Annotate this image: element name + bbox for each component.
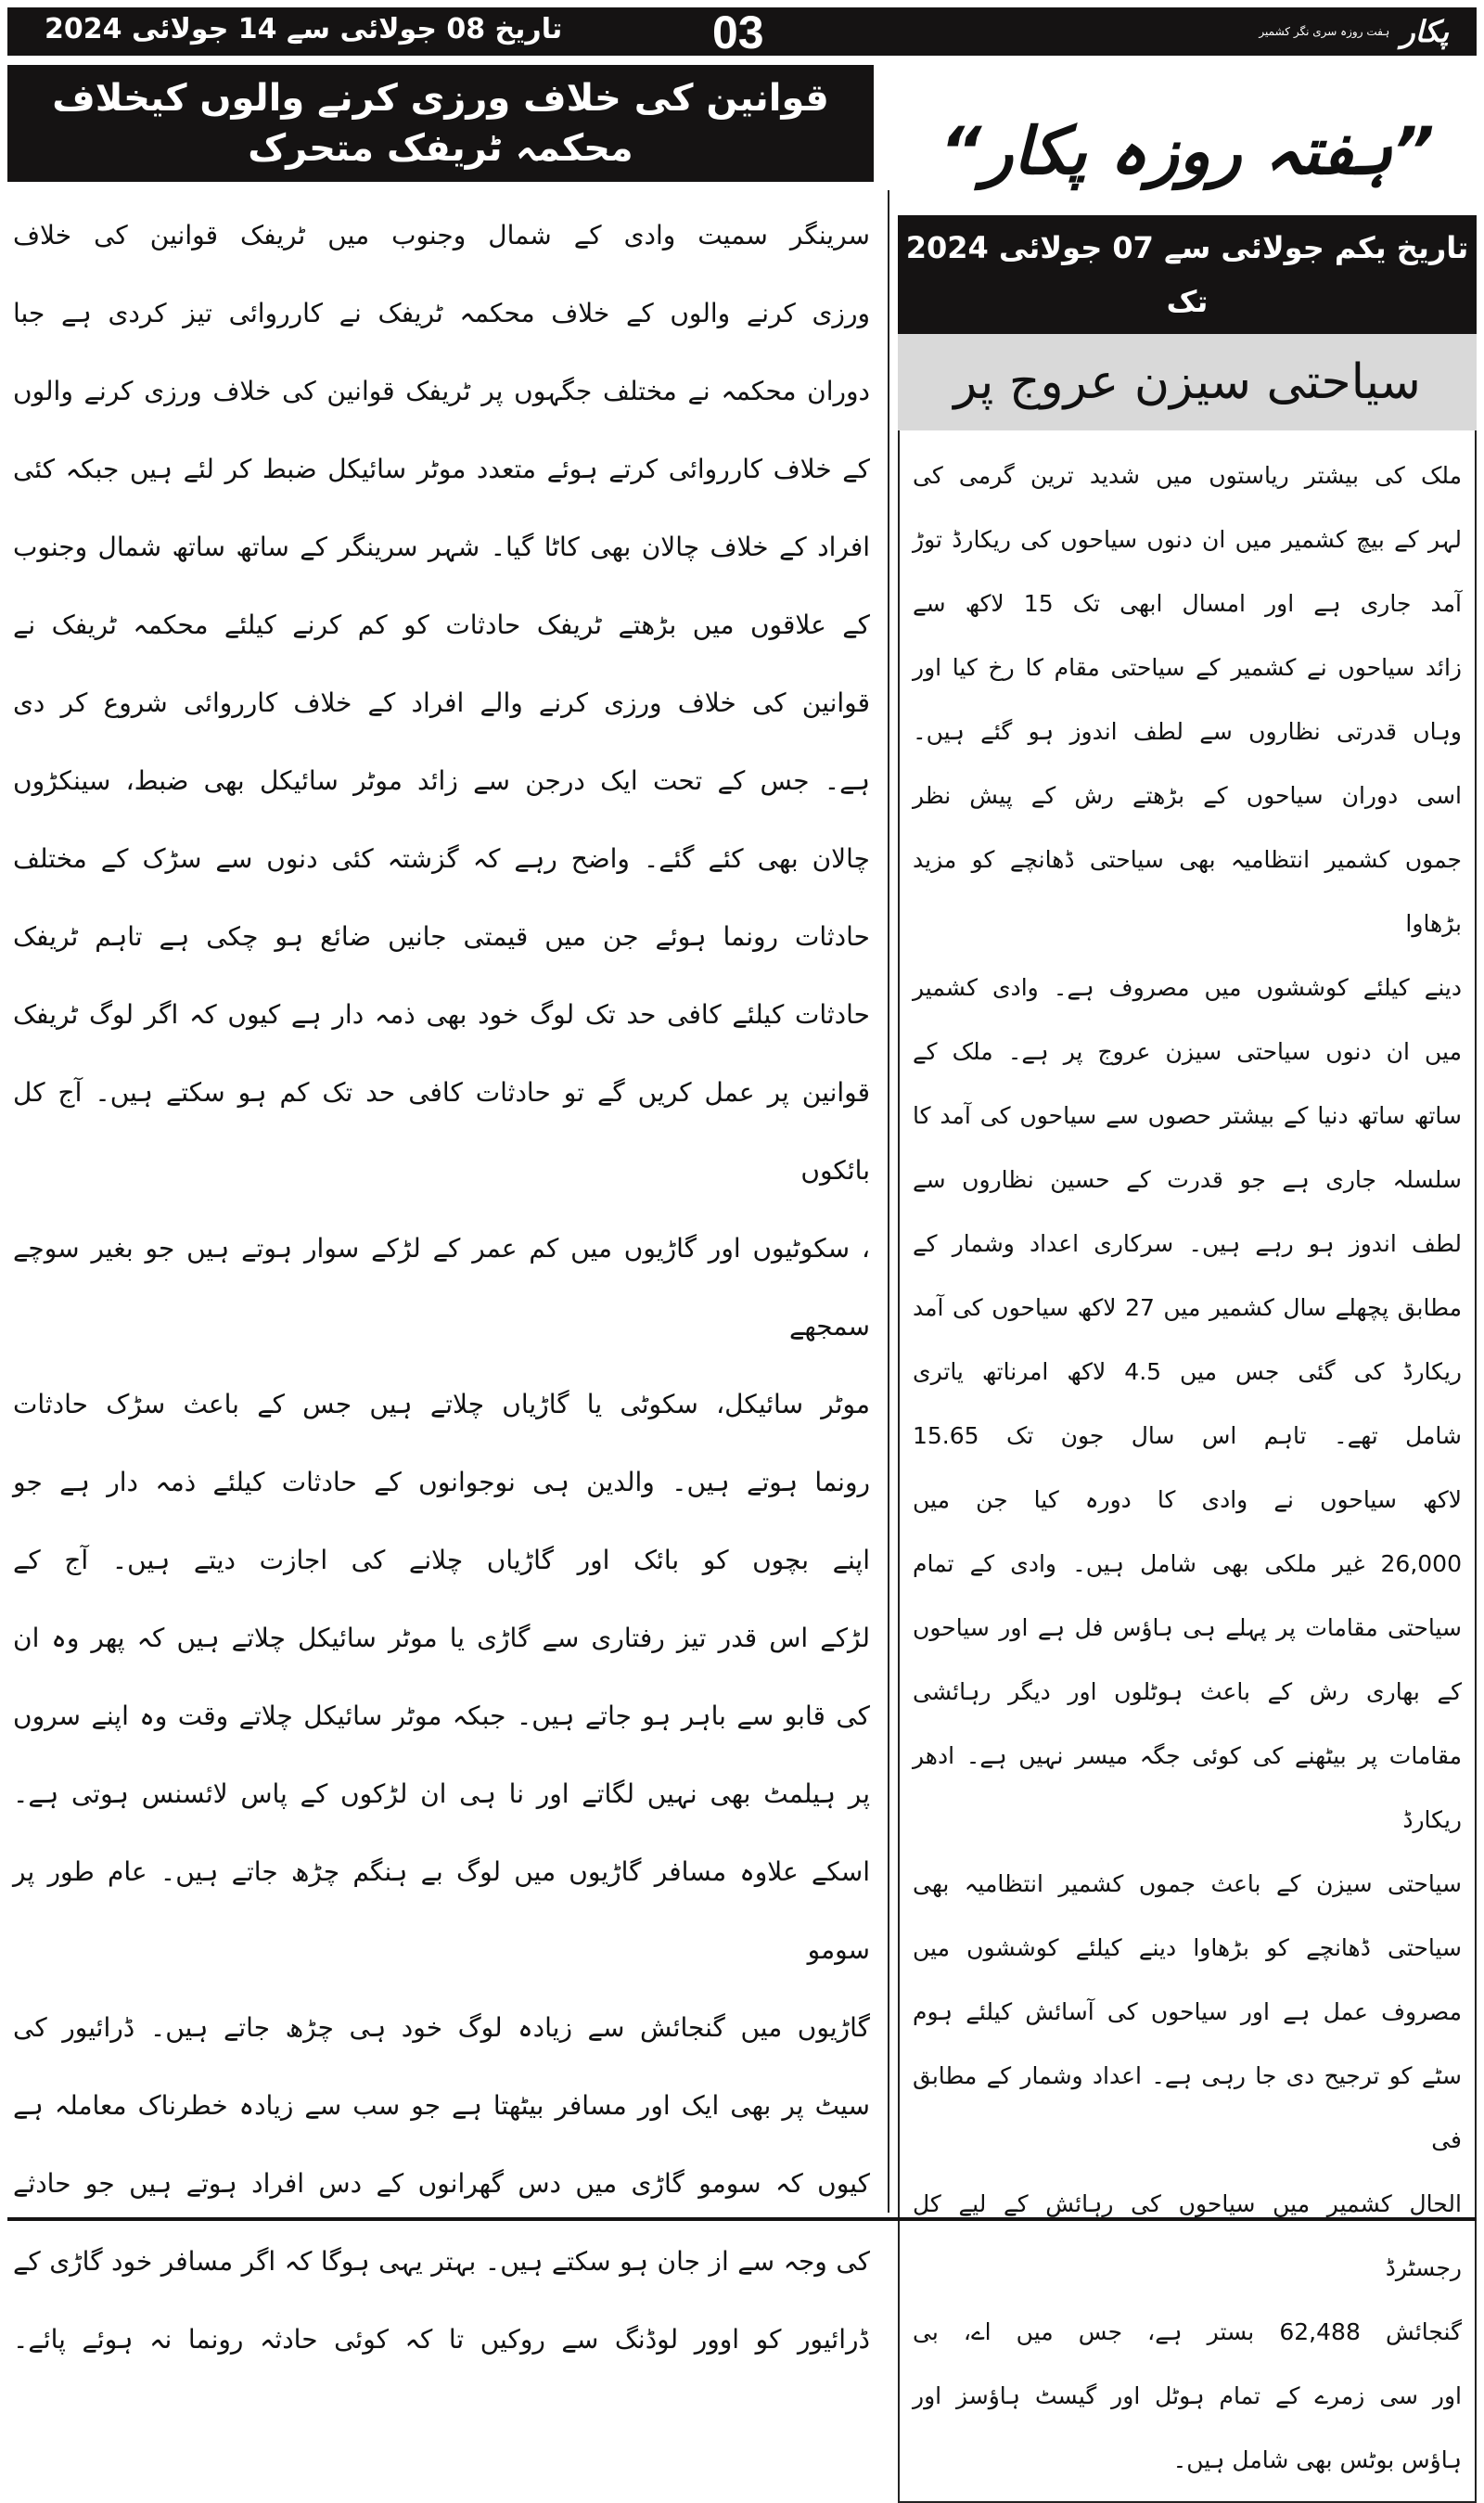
text-line: چالان بھی کئے گئے۔ واضح رہے کہ گزشتہ کئی دنوں سے سڑک کے مختلف [13, 843, 870, 874]
traffic-article-headline: قوانین کی خلاف ورزی کرنے والوں کیخلاف محکمہ ٹریفک متحرک [7, 65, 874, 182]
text-line: کے بھاری رش کے باعث ہوٹلوں اور دیگر رہائشی [913, 1678, 1462, 1705]
text-line: دوران محکمہ نے مختلف جگہوں پر ٹریفک قوانین کی خلاف ورزی کرنے والوں [13, 376, 870, 406]
text-line: ساتھ ساتھ دنیا کے بیشتر حصوں سے سیاحوں کی آمد کا [913, 1102, 1462, 1129]
text-line: قوانین کی خلاف ورزی کرنے والے افراد کے خلاف کارروائی شروع کر دی [13, 687, 870, 718]
text-line: ہے۔ جس کے تحت ایک درجن سے زائد موٹر سائیکل بھی ضبط، سینکڑوں [13, 765, 870, 796]
text-line: الحال کشمیر میں سیاحوں کی رہائش کے لیے کل رجسٹرڈ [913, 2190, 1462, 2281]
text-line: افراد کے خلاف چالان بھی کاٹا گیا۔ شہر سرینگر کے ساتھ ساتھ شمال وجنوب [13, 532, 870, 562]
text-line: سیٹ پر بھی ایک اور مسافر بیٹھتا ہے جو سب سے زیادہ خطرناک معاملہ ہے [13, 2090, 870, 2121]
issue-date: تاریخ 08 جولائی سے 14 جولائی 2024 [45, 13, 563, 45]
text-line: ، سکوٹیوں اور گاڑیوں میں کم عمر کے لڑکے سوار ہوتے ہیں جو بغیر سوچے سمجھے [13, 1233, 870, 1341]
text-line: گنجائش 62,488 بستر ہے، جس میں اے، بی [913, 2318, 1462, 2345]
text-line: سلسلہ جاری ہے جو قدرت کے حسین نظاروں سے [913, 1166, 1462, 1193]
text-line: دینے کیلئے کوششوں میں مصروف ہے۔ وادی کشمیر [913, 974, 1462, 1001]
text-line: رونما ہوتے ہیں۔ والدین ہی نوجوانوں کے حادثات کیلئے ذمہ دار ہے جو [13, 1467, 870, 1497]
text-line: سرینگر سمیت وادی کے شمال وجنوب میں ٹریفک قوانین کی خلاف [13, 220, 870, 250]
logo-text: پکار [1401, 14, 1449, 49]
text-line: سٹے کو ترجیح دی جا رہی ہے۔ اعداد وشمار کے مطابق فی [913, 2062, 1462, 2153]
text-line: سیاحتی ڈھانچے کو بڑھاوا دینے کیلئے کوششوں میں [913, 1934, 1462, 1961]
text-line: اور سی زمرے کے تمام ہوٹل اور گیسٹ ہاؤسز اور [913, 2382, 1462, 2409]
text-line: وہاں قدرتی نظاروں سے لطف اندوز ہو گئے ہیں۔ [913, 718, 1462, 745]
text-line: کی قابو سے باہر ہو جاتے ہیں۔ جبکہ موٹر سائیکل چلاتے وقت وہ اپنے سروں [13, 1701, 870, 1731]
text-line: اپنے بچوں کو بائک اور گاڑیاں چلانے کی اجازت دیتے ہیں۔ آج کے [13, 1545, 870, 1575]
text-line: اسکے علاوہ مسافر گاڑیوں میں لوگ بے ہنگم چڑھ جاتے ہیں۔ عام طور پر سومو [13, 1856, 870, 1965]
text-line: مقامات پر بیٹھنے کی کوئی جگہ میسر نہیں ہے۔ ادھر ریکارڈ [913, 1742, 1462, 1833]
newspaper-logo [1259, 11, 1449, 52]
text-line: ورزی کرنے والوں کے خلاف محکمہ ٹریفک نے کارروائی تیز کردی ہے جبا [13, 298, 870, 328]
text-line: لاکھ سیاحوں نے وادی کا دورہ کیا جن میں [913, 1486, 1462, 1513]
text-line: موٹر سائیکل، سکوٹی یا گاڑیاں چلاتے ہیں جس کے باعث سڑک حادثات [13, 1389, 870, 1419]
text-line: لطف اندوز ہو رہے ہیں۔ سرکاری اعداد وشمار کے [913, 1230, 1462, 1257]
column-divider [888, 190, 889, 2213]
text-line: لہر کے بیچ کشمیر میں ان دنوں سیاحوں کی ریکارڈ توڑ [913, 526, 1462, 553]
text-line: مطابق پچھلے سال کشمیر میں 27 لاکھ سیاحوں کی آمد [913, 1294, 1463, 1321]
tourism-article-body [898, 430, 1477, 2503]
text-line: ہاؤس بوٹس بھی شامل ہیں۔ [1172, 2446, 1462, 2473]
text-line: کے خلاف کارروائی کرتے ہوئے متعدد موٹر سائیکل ضبط کر لئے ہیں جبکہ کئی [13, 454, 870, 484]
text-line: سیاحتی سیزن کے باعث جموں کشمیر انتظامیہ بھی [913, 1870, 1462, 1897]
text-line: پر ہیلمٹ بھی نہیں لگاتے اور نا ہی ان لڑکوں کے پاس لائسنس ہوتی ہے۔ [13, 1778, 870, 1809]
text-line: سیاحتی مقامات پر پہلے ہی ہاؤس فل ہے اور سیاحوں [913, 1614, 1462, 1641]
text-line: ڈرائیور کو اوور لوڈنگ سے روکیں تا کہ کوئی حادثہ رونما نہ ہوئے پائے۔ [13, 2324, 870, 2355]
bottom-rule [7, 2217, 1477, 2221]
text-line: 26,000 غیر ملکی بھی شامل ہیں۔ وادی کے تمام [913, 1550, 1462, 1577]
text-line: میں ان دنوں سیاحتی سیزن عروج پر ہے۔ ملک کے [913, 1038, 1462, 1065]
traffic-article-body [13, 197, 870, 2379]
text-line: مصروف عمل ہے اور سیاحوں کی آسائش کیلئے ہوم [913, 1998, 1462, 2025]
top-header-bar [7, 7, 1477, 56]
page-number: 03 [712, 6, 764, 58]
text-line: آمد جاری ہے اور امسال ابھی تک 15 لاکھ سے [913, 590, 1462, 617]
text-line: اسی دوران سیاحوں کے بڑھتے رش کے پیش نظر [913, 782, 1462, 809]
text-line: جموں کشمیر انتظامیہ بھی سیاحتی ڈھانچے کو مزید بڑھاوا [913, 846, 1462, 937]
text-line: گاڑیوں میں گنجائش سے زیادہ لوگ خود ہی چڑھ جاتے ہیں۔ ڈرائیور کی [13, 2012, 870, 2043]
text-line: حادثات رونما ہوئے جن میں قیمتی جانیں ضائع ہو چکی ہے تاہم ٹریفک [13, 921, 870, 952]
text-line: زائد سیاحوں نے کشمیر کے سیاحتی مقام کا رخ کیا اور [913, 654, 1462, 681]
text-line: کے علاقوں میں بڑھتے ٹریفک حادثات کو کم کرنے کیلئے محکمہ ٹریفک نے [13, 610, 870, 640]
text-line: حادثات کیلئے کافی حد تک لوگ خود بھی ذمہ دار ہے کیوں کہ اگر لوگ ٹریفک [13, 999, 870, 1030]
text-line: ملک کی بیشتر ریاستوں میں شدید ترین گرمی کی [913, 462, 1462, 489]
tourism-article [898, 91, 1477, 2503]
masthead-title: ”ہفتہ روزہ پکار“ [940, 113, 1435, 189]
text-line: ریکارڈ کی گئی جس میں 4.5 لاکھ امرناتھ یاتری [913, 1358, 1462, 1385]
traffic-article [7, 65, 874, 2379]
text-line: شامل تھے۔ تاہم اس سال جون تک 15.65 [913, 1422, 1462, 1449]
logo-subtitle: ہفت روزہ سری نگر کشمیر [1259, 25, 1390, 38]
tourism-article-headline: سیاحتی سیزن عروج پر [898, 334, 1477, 430]
text-line: لڑکے اس قدر تیز رفتاری سے گاڑی یا موٹر سائیکل چلاتے ہیں کہ پھر وہ ان [13, 1623, 870, 1653]
text-line: قوانین پر عمل کریں گے تو حادثات کافی حد تک کم ہو سکتے ہیں۔ آج کل بائکوں [13, 1077, 870, 1186]
text-line: کی وجہ سے از جان ہو سکتے ہیں۔ بہتر یہی ہوگا کہ اگر مسافر خود گاڑی کے [13, 2246, 870, 2277]
weekly-date-bar: تاریخ یکم جولائی سے 07 جولائی 2024 تک [898, 215, 1477, 334]
text-line: کیوں کہ سومو گاڑی میں دس گھرانوں کے دس افراد ہوتے ہیں جو حادثے [13, 2168, 870, 2199]
